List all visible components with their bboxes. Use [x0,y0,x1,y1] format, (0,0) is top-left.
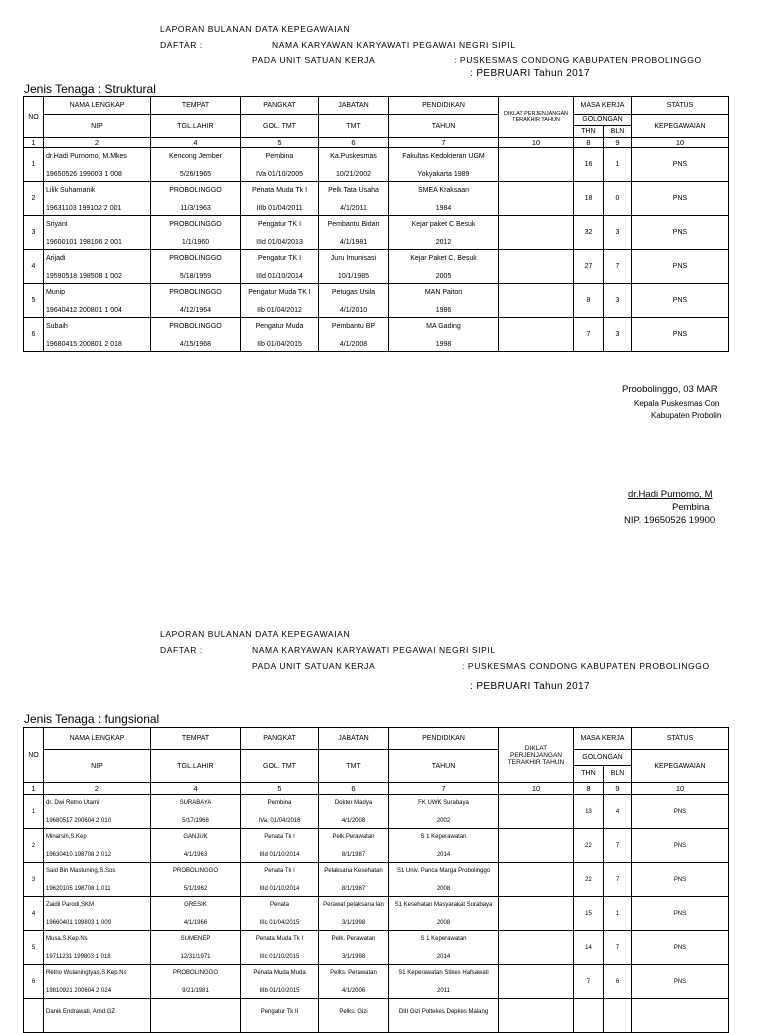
row-nip: 19660401 199803 1 009 [46,920,112,926]
col-golongan-header: GOLONGAN THN BLN [574,115,632,138]
row-pangkat: Penata Tk I [264,834,295,840]
row-no: 5 [31,944,36,951]
row-status: PNS [672,161,688,168]
row-pangkat: Pembina [265,153,294,160]
row-gol: IVa, 01/04/2016 [258,818,301,824]
column-number: 9 [604,138,632,148]
report2-period: : PEBRUARI Tahun 2017 [470,681,590,692]
row-tmt: 10/1/1985 [337,273,370,280]
column-number: 7 [389,138,499,148]
row-tgl: 5/26/1965 [179,171,212,178]
col-pangkat-header: PANGKAT [241,97,319,115]
row-gol: IIId 01/04/2013 [256,239,303,246]
row-tempat: GANJUK [183,834,208,840]
column-number: 5 [241,138,319,148]
row-tmt: 4/1/1981 [339,239,368,246]
functional-table [23,727,729,1033]
sign-rank: Pembina [672,502,710,513]
column-number-row [24,783,729,795]
row-tahun: 2014 [436,954,451,960]
row-jabatan: Pelk.Perawatan [332,834,375,840]
row-gol: IIIc 01/04/2015 [259,920,300,926]
row-pendidikan: SMEA Kraksaan [418,187,469,194]
row-nip: 19711231 199803 1 018 [46,954,111,960]
column-number: 1 [24,783,44,795]
row-thn: 22 [585,876,592,883]
row-thn: 7 [586,978,591,985]
row-jabatan: Perawat pelaksana lan [323,902,384,908]
row-pangkat: Pengatur Muda [255,323,304,330]
row-pendidikan: DIII Gizi Poltekes Depkes Malang [398,1008,489,1015]
col-gol-header: GOL. TMT [241,750,319,783]
row-thn: 14 [585,944,592,951]
row-no: 6 [31,978,36,985]
col-gol-header: GOL. TMT [241,115,319,138]
column-number: 1 [24,138,44,148]
table-row [24,897,729,931]
row-bln: 3 [615,229,620,236]
row-gol: IIIb 01/10/2015 [259,988,300,994]
col-diklat-header: DIKLAT PERJENJANGAN TERAKHIR TAHUN [499,728,574,783]
row-jabatan: Pelk Tata Usaha [328,187,379,194]
row-status: PNS [673,944,687,951]
row-tgl: 4/12/1964 [179,307,212,314]
report1-unit-label: PADA UNIT SATUAN KERJA [252,55,376,65]
row-bln: 7 [615,876,620,883]
column-number: 8 [574,138,604,148]
row-tahun: 2014 [436,852,451,858]
row-tempat: PROBOLINGGO [169,323,222,330]
report2-unit-label: PADA UNIT SATUAN KERJA [252,661,376,671]
column-number: 4 [151,783,241,795]
row-nama: dr. Dwi Retno Utami [46,800,100,806]
row-pangkat: Penata Muda Tk I [251,187,308,194]
col-no-header: NO [24,97,44,138]
col-tempat-header: TEMPAT [151,97,241,115]
sign-role2: Kabupaten Probolin [651,411,722,420]
col-nama-header: NAMA LENGKAP [44,728,151,750]
row-tempat: Kencong Jember [169,153,222,160]
column-number: 2 [44,783,151,795]
row-pangkat: Penata [269,902,290,908]
row-pendidikan: Kejar Paket C, Besuk [410,255,477,262]
column-number-row [24,138,729,148]
col-tgl-header: TGL.LAHIR [151,750,241,783]
report1-daftar-label: DAFTAR : [160,40,203,50]
row-nama: Subaih [46,323,68,330]
row-pangkat: Penata Tk I [264,868,295,874]
row-tgl [153,1012,238,1021]
report1-section-title: Jenis Tenaga : Struktural [24,82,156,96]
sign-name: dr.Hadi Purnomo, M [628,489,713,500]
row-status: PNS [672,297,688,304]
row-status: PNS [672,195,688,202]
row-nama: Sriyani [46,221,68,228]
row-tahun: 1998 [435,341,452,348]
row-status: PNS [673,808,687,815]
row-bln: 6 [615,978,620,985]
row-no: 4 [31,263,36,270]
row-tempat: SURABAYA [179,800,212,806]
row-pendidikan: MA Gading [426,323,461,330]
col-pendidikan-header: PENDIDIKAN [389,728,499,750]
column-number: 10 [632,783,729,795]
row-bln: 3 [615,297,620,304]
row-nip: 19620105 198708 1 011 [46,886,111,892]
row-nip: 19680517 200604 2 010 [46,818,112,824]
table-row [24,795,729,829]
row-tmt: 8/1/1987 [341,852,366,858]
row-tempat: PROBOLINGGO [169,255,222,262]
row-no: 5 [31,297,36,304]
row-pangkat: Penata Muda Tk I [255,936,304,942]
col-tmt-header: TMT [319,750,389,783]
col-masa-header: MASA KERJA [574,728,632,750]
row-nama: Minarsih,S.Kep [46,834,87,840]
report2-daftar-label: DAFTAR : [160,645,203,655]
row-tmt: 3/1/1998 [341,954,366,960]
row-nama: Danik Endrawati, Amd.GZ [46,1008,116,1015]
sign-nip: NIP. 19650526 19900 [624,515,716,526]
col-golongan-header: GOLONGAN THN BLN [574,750,632,783]
row-nip: 19680415 200801 2 018 [46,341,122,348]
col-no-header: NO [24,728,44,783]
row-tahun: 2008 [436,886,451,892]
row-bln: 7 [615,842,620,849]
row-tgl: 11/3/1963 [180,205,211,212]
row-tempat: PROBOLINGGO [169,187,222,194]
row-gol: IIIb 01/04/2011 [256,205,303,212]
row-tahun: 1986 [435,307,452,314]
row-tempat: PROBOLINGGO [172,868,218,874]
col-tgl-header: TGL.LAHIR [151,115,241,138]
col-tempat-header: TEMPAT [151,728,241,750]
row-nip: 19640412 200801 1 004 [46,307,122,314]
row-bln: 1 [615,161,620,168]
report1-period: : PEBRUARI Tahun 2017 [470,68,590,79]
row-thn: 7 [586,331,591,338]
row-gol: IIb 01/04/2012 [257,307,302,314]
row-gol: IIIc 01/10/2015 [259,954,300,960]
row-pendidikan: MAN Paiton [424,289,463,296]
row-gol: IIId 01/10/2014 [259,886,300,892]
table-row [24,965,729,999]
row-no: 6 [31,331,36,338]
row-thn: 32 [584,229,593,236]
row-pendidikan: S1 Univ. Panca Marga Probolinggo [396,868,491,874]
report2-daftar-value: NAMA KARYAWAN KARYAWATI PEGAWAI NEGRI SIPIL [252,645,496,655]
row-pangkat: Pengatur TK I [257,221,302,228]
row-tgl: 9/21/1981 [182,988,209,994]
row-nama: Said Bin Mastuning,S.Sos [46,868,116,874]
row-jabatan: Pelks. Perawatan [330,970,377,976]
structural-table [23,96,729,352]
sign-role1: Kepala Puskesmas Con [634,399,720,408]
row-nip: 19650526 199003 1 008 [46,171,122,178]
row-pendidikan: S1 Keperawatan Stikes Hafsawati [398,970,489,976]
row-tempat: PROBOLINGGO [169,221,222,228]
row-jabatan: Petugas Usila [331,289,376,296]
table-row [24,284,729,318]
row-nip: 19600101 198106 2 001 [46,239,122,246]
row-tmt: 3/1/1998 [341,920,366,926]
sign-place-date: Proobolinggo, 03 MAR [622,384,718,395]
column-number: 4 [151,138,241,148]
row-tempat: PROBOLINGGO [172,970,218,976]
row-tahun: 2011 [437,988,450,994]
row-tmt [321,1017,386,1026]
row-tahun: 2008 [436,920,451,926]
table-row [24,250,729,284]
column-number: 10 [632,138,729,148]
col-pendidikan-header: PENDIDIKAN [389,97,499,115]
row-bln: 1 [615,910,620,917]
col-tahun-header: TAHUN [389,750,499,783]
row-tgl: 1/1/1960 [181,239,210,246]
row-thn: 18 [584,195,593,202]
row-tmt: 10/21/2002 [335,171,372,178]
col-masa-header: MASA KERJA [574,97,632,115]
row-nama: Zaidil Parodi,SKM [46,902,95,908]
report1-unit-value: : PUSKESMAS CONDONG KABUPATEN PROBOLINGGO [454,55,702,65]
row-status: PNS [673,978,687,985]
col-nip-header: NIP [44,750,151,783]
col-jabatan-header: JABATAN [319,728,389,750]
col-tahun-header: TAHUN [389,115,499,138]
row-gol: IIId 01/10/2014 [259,852,300,858]
functional-body [24,795,729,1033]
row-jabatan: Pelaksana Kesehatan [324,868,383,874]
column-number: 5 [241,783,319,795]
row-bln: 0 [615,195,620,202]
row-tmt: 4/1/2010 [339,307,368,314]
row-tgl: 4/1/1966 [183,920,208,926]
row-no: 3 [31,229,36,236]
row-no: 2 [31,842,36,849]
row-tahun: 1984 [435,205,452,212]
row-no: 3 [31,876,36,883]
row-nip [46,1017,148,1026]
row-jabatan: Pembantu BP [331,323,376,330]
column-number: 9 [604,783,632,795]
row-no: 4 [31,910,36,917]
row-tgl: 5/18/1959 [179,273,212,280]
row-tmt: 4/1/2006 [341,988,366,994]
row-bln: 4 [615,808,620,815]
row-thn: 16 [584,161,593,168]
row-nama: dr.Hadi Purnomo, M.Mkes [46,153,127,160]
row-jabatan: Dokter Madya [334,800,373,806]
row-status: PNS [673,876,687,883]
column-number: 8 [574,783,604,795]
row-status: PNS [672,331,688,338]
table-row [24,829,729,863]
table-row [24,931,729,965]
col-nip-header: NIP [44,115,151,138]
row-pendidikan: FK UWK Surabaya [418,800,469,806]
row-bln: 7 [615,263,620,270]
row-pendidikan: S 1 Keperawatan [420,834,467,840]
row-thn: 27 [584,263,593,270]
col-pangkat-header: PANGKAT [241,728,319,750]
col-status-header: STATUS [632,728,729,750]
row-tmt: 4/1/2008 [339,341,368,348]
report2-unit-value: : PUSKESMAS CONDONG KABUPATEN PROBOLINGGO [462,661,710,671]
row-status: PNS [672,229,688,236]
row-no: 1 [31,161,36,168]
row-tempat: SUMENEP [180,936,211,942]
row-pendidikan: S1 Kesehatan Masyarakat Surabaya [394,902,493,908]
row-gol: IIId 01/10/2014 [256,273,303,280]
row-nip: 19630410 198708 2 012 [46,852,112,858]
col-diklat-header: DIKLAT PERJENJANGAN TERAKHIR TAHUN [499,97,574,138]
row-nip: 19631103 199102 2 001 [46,205,122,212]
row-jabatan: Ka.Puskesmas [330,153,377,160]
col-status-header: STATUS [632,97,729,115]
row-status: PNS [673,842,687,849]
row-status: PNS [673,910,687,917]
column-number: 7 [389,783,499,795]
col-kepeg-header: KEPEGAWAIAN [632,750,729,783]
row-tgl: 5/17/1968 [182,818,209,824]
column-number: 6 [319,138,389,148]
row-tempat: PROBOLINGGO [169,289,222,296]
row-status: PNS [672,263,688,270]
row-thn: 8 [586,297,591,304]
row-thn: 15 [585,910,592,917]
row-jabatan: Pelks. Gizi [339,1008,368,1015]
row-gol: IIb 01/04/2015 [257,341,302,348]
row-nip: 19810921 200604 2 024 [46,988,112,994]
row-no: 2 [31,195,36,202]
col-nama-header: NAMA LENGKAP [44,97,151,115]
row-tmt: 4/1/2008 [341,818,366,824]
row-thn: 22 [585,842,592,849]
column-number: 10 [499,783,574,795]
row-pendidikan: Fakultas Kedokteran UGM [402,153,485,160]
row-nama: Arijadi [46,255,66,262]
row-gol: IVa 01/10/2005 [256,171,303,178]
row-nama: Retno Wulaningtyas,S.Kep.Ns [46,970,127,976]
row-pangkat: Pengatur Muda TK I [248,289,311,296]
row-tahun: 2005 [435,273,452,280]
row-tempat: GRESIK [184,902,207,908]
table-row [24,863,729,897]
table-row [24,999,729,1033]
row-bln: 7 [615,944,620,951]
table-row [24,148,729,182]
report1-title: LAPORAN BULANAN DATA KEPEGAWAIAN [160,24,351,34]
row-tahun: 2002 [436,818,451,824]
row-thn: 13 [585,808,592,815]
col-kepeg-header: KEPEGAWAIAN [632,115,729,138]
row-pendidikan: S 1 Keperawatan [420,936,467,942]
row-pangkat: Pengatur TK I [257,255,302,262]
row-pendidikan: Kejar paket C Besuk [411,221,476,228]
table-row [24,182,729,216]
col-jabatan-header: JABATAN [319,97,389,115]
row-nama: Lilik Suharnanik [46,187,96,194]
column-number: 2 [44,138,151,148]
row-nama: Musa,S.Kep.Ns [46,936,88,942]
row-jabatan: Juru Imunisasi [330,255,377,262]
report2-section-title: Jenis Tenaga : fungsional [24,712,160,726]
row-gol [243,1017,316,1026]
row-tmt: 8/1/1987 [341,886,366,892]
row-tgl: 5/1/1962 [183,886,208,892]
row-jabatan: Pembantu Bidan [327,221,380,228]
row-jabatan: Pelk. Perawatan [331,936,376,942]
structural-body [24,148,729,352]
report1-daftar-value: NAMA KARYAWAN KARYAWATI PEGAWAI NEGRI SIPIL [272,40,516,50]
row-no: 1 [31,808,36,815]
row-tgl: 4/1/1963 [183,852,208,858]
col-tmt-header: TMT [319,115,389,138]
row-pangkat: Penata Muda Muda [253,970,306,976]
column-number: 10 [499,138,574,148]
report2-title: LAPORAN BULANAN DATA KEPEGAWAIAN [160,629,351,639]
row-tahun: 2012 [435,239,452,246]
table-row [24,216,729,250]
column-number: 6 [319,783,389,795]
row-tgl: 4/15/1968 [179,341,212,348]
row-bln: 3 [615,331,620,338]
row-pangkat: Pembina [267,800,292,806]
row-tmt: 4/1/2011 [340,205,367,212]
row-nip: 19590518 198508 1 002 [46,273,122,280]
row-nama: Munip [46,289,66,296]
table-row [24,318,729,352]
row-tahun: Yokyakarta 1989 [417,171,470,178]
row-tahun [391,1017,496,1026]
row-tgl: 12/31/1971 [180,954,211,960]
row-pangkat: Pengatur Tk II [260,1008,299,1015]
